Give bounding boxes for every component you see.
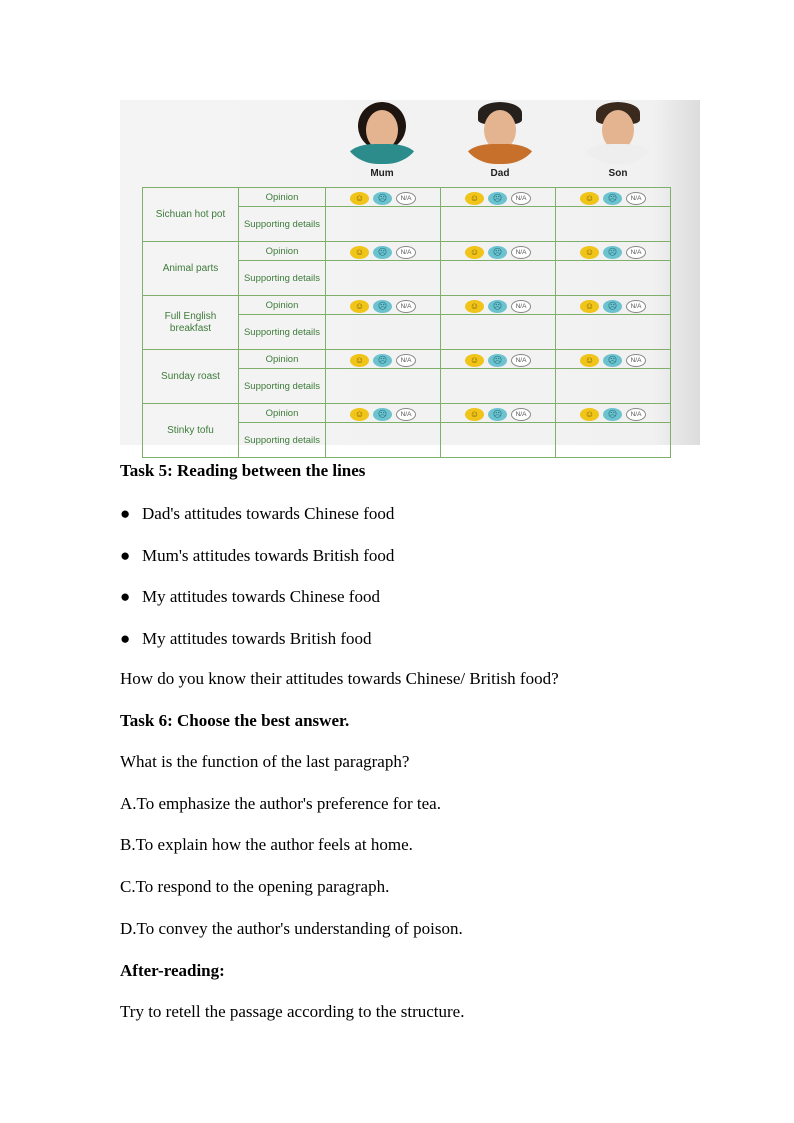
happy-face-icon[interactable]: ☺	[465, 300, 484, 313]
sad-face-icon[interactable]: ☹	[603, 408, 622, 421]
dad-portrait	[462, 102, 538, 164]
supporting-details-cell[interactable]	[326, 369, 441, 404]
happy-face-icon[interactable]: ☺	[580, 246, 599, 259]
supporting-details-cell[interactable]	[556, 369, 671, 404]
happy-face-icon[interactable]: ☺	[580, 354, 599, 367]
food-name: Stinky tofu	[143, 404, 239, 458]
after-reading-heading: After-reading:	[120, 961, 225, 980]
na-option-icon[interactable]: N/A	[511, 246, 531, 259]
opinion-faces	[580, 408, 646, 421]
bullet-item	[120, 587, 380, 607]
sad-face-icon[interactable]: ☹	[488, 354, 507, 367]
opinion-cell[interactable]	[556, 188, 671, 207]
na-option-icon[interactable]: N/A	[511, 300, 531, 313]
bullet-item	[120, 504, 394, 524]
task5-question: How do you know their attitudes towards Chinese/ British food?	[120, 669, 559, 688]
supporting-details-cell[interactable]	[556, 207, 671, 242]
sad-face-icon[interactable]: ☹	[488, 408, 507, 421]
supporting-label: Supporting details	[239, 315, 326, 350]
na-option-icon[interactable]: N/A	[626, 300, 646, 313]
opinion-faces	[465, 300, 531, 313]
opinion-row	[143, 350, 671, 369]
opinion-faces	[580, 192, 646, 205]
after-reading-text: Try to retell the passage according to the structure.	[120, 1002, 465, 1021]
opinion-cell[interactable]	[326, 404, 441, 423]
mum-portrait	[344, 102, 420, 164]
opinion-cell[interactable]	[556, 350, 671, 369]
opinion-cell[interactable]	[326, 296, 441, 315]
supporting-label: Supporting details	[239, 423, 326, 458]
na-option-icon[interactable]: N/A	[511, 408, 531, 421]
sad-face-icon[interactable]: ☹	[373, 354, 392, 367]
opinion-cell[interactable]	[326, 242, 441, 261]
opinion-label: Opinion	[239, 188, 326, 207]
opinion-faces	[350, 246, 416, 259]
supporting-details-cell[interactable]	[441, 423, 556, 458]
sad-face-icon[interactable]: ☹	[603, 354, 622, 367]
na-option-icon[interactable]: N/A	[396, 408, 416, 421]
bullet-icon: ●	[120, 587, 131, 606]
person-mum	[327, 102, 437, 179]
sad-face-icon[interactable]: ☹	[373, 408, 392, 421]
sad-face-icon[interactable]: ☹	[373, 246, 392, 259]
supporting-details-cell[interactable]	[441, 369, 556, 404]
sad-face-icon[interactable]: ☹	[603, 192, 622, 205]
happy-face-icon[interactable]: ☺	[350, 408, 369, 421]
sad-face-icon[interactable]: ☹	[373, 300, 392, 313]
happy-face-icon[interactable]: ☺	[580, 408, 599, 421]
supporting-details-cell[interactable]	[556, 315, 671, 350]
opinion-faces	[350, 354, 416, 367]
supporting-details-cell[interactable]	[441, 315, 556, 350]
opinion-cell[interactable]	[326, 188, 441, 207]
na-option-icon[interactable]: N/A	[626, 408, 646, 421]
option-a: A.To emphasize the author's preference for tea.	[120, 794, 441, 813]
person-name: Dad	[490, 168, 510, 179]
na-option-icon[interactable]: N/A	[626, 354, 646, 367]
happy-face-icon[interactable]: ☺	[350, 246, 369, 259]
happy-face-icon[interactable]: ☺	[465, 408, 484, 421]
opinion-faces	[350, 300, 416, 313]
bullet-item	[120, 629, 371, 649]
sad-face-icon[interactable]: ☹	[488, 246, 507, 259]
opinion-faces	[580, 354, 646, 367]
food-opinion-figure	[120, 100, 700, 445]
happy-face-icon[interactable]: ☺	[580, 300, 599, 313]
people-header	[120, 100, 700, 186]
opinion-label: Opinion	[239, 404, 326, 423]
sad-face-icon[interactable]: ☹	[488, 192, 507, 205]
supporting-details-cell[interactable]	[326, 261, 441, 296]
opinion-faces	[465, 246, 531, 259]
food-name: Sichuan hot pot	[143, 188, 239, 242]
opinion-faces	[465, 354, 531, 367]
supporting-details-cell[interactable]	[441, 207, 556, 242]
bullet-text: My attitudes towards British food	[142, 629, 372, 648]
person-name: Mum	[370, 168, 394, 179]
task6-question: What is the function of the last paragraph?	[120, 752, 410, 771]
na-option-icon[interactable]: N/A	[511, 354, 531, 367]
bullet-icon: ●	[120, 504, 131, 523]
opinion-cell[interactable]	[556, 242, 671, 261]
na-option-icon[interactable]: N/A	[396, 354, 416, 367]
bullet-text: Mum's attitudes towards British food	[142, 546, 395, 565]
na-option-icon[interactable]: N/A	[511, 192, 531, 205]
opinion-cell[interactable]	[441, 404, 556, 423]
opinion-cell[interactable]	[441, 350, 556, 369]
happy-face-icon[interactable]: ☺	[350, 192, 369, 205]
opinion-label: Opinion	[239, 296, 326, 315]
supporting-label: Supporting details	[239, 207, 326, 242]
bullet-item	[120, 546, 394, 566]
opinion-cell[interactable]	[326, 350, 441, 369]
supporting-details-cell[interactable]	[326, 315, 441, 350]
opinion-faces	[350, 192, 416, 205]
task6-heading: Task 6: Choose the best answer.	[120, 711, 350, 730]
bullet-text: My attitudes towards Chinese food	[142, 587, 380, 606]
na-option-icon[interactable]: N/A	[396, 300, 416, 313]
opinion-row	[143, 296, 671, 315]
person-son	[563, 102, 673, 179]
opinion-cell[interactable]	[556, 296, 671, 315]
bullet-icon: ●	[120, 629, 131, 648]
opinion-label: Opinion	[239, 350, 326, 369]
person-dad	[445, 102, 555, 179]
opinion-row	[143, 404, 671, 423]
na-option-icon[interactable]: N/A	[626, 246, 646, 259]
opinion-faces	[580, 300, 646, 313]
food-name: Animal parts	[143, 242, 239, 296]
na-option-icon[interactable]: N/A	[396, 246, 416, 259]
na-option-icon[interactable]: N/A	[626, 192, 646, 205]
food-name: Full English breakfast	[143, 296, 239, 350]
supporting-label: Supporting details	[239, 369, 326, 404]
option-d: D.To convey the author's understanding of poison.	[120, 919, 463, 938]
sad-face-icon[interactable]: ☹	[603, 246, 622, 259]
food-name: Sunday roast	[143, 350, 239, 404]
happy-face-icon[interactable]: ☺	[465, 354, 484, 367]
bullet-icon: ●	[120, 546, 131, 565]
opinion-faces	[350, 408, 416, 421]
sad-face-icon[interactable]: ☹	[373, 192, 392, 205]
happy-face-icon[interactable]: ☺	[350, 300, 369, 313]
sad-face-icon[interactable]: ☹	[603, 300, 622, 313]
opinion-row	[143, 242, 671, 261]
opinion-faces	[580, 246, 646, 259]
opinion-cell[interactable]	[556, 404, 671, 423]
option-c: C.To respond to the opening paragraph.	[120, 877, 390, 896]
task5-heading: Task 5: Reading between the lines	[120, 461, 366, 480]
na-option-icon[interactable]: N/A	[396, 192, 416, 205]
opinion-cell[interactable]	[441, 188, 556, 207]
opinion-row	[143, 188, 671, 207]
food-opinion-table	[142, 187, 671, 458]
opinion-cell[interactable]	[441, 296, 556, 315]
happy-face-icon[interactable]: ☺	[465, 192, 484, 205]
supporting-details-cell[interactable]	[556, 423, 671, 458]
supporting-details-cell[interactable]	[326, 207, 441, 242]
opinion-faces	[465, 408, 531, 421]
option-b: B.To explain how the author feels at home.	[120, 835, 413, 854]
happy-face-icon[interactable]: ☺	[580, 192, 599, 205]
opinion-faces	[465, 192, 531, 205]
bullet-text: Dad's attitudes towards Chinese food	[142, 504, 395, 523]
sad-face-icon[interactable]: ☹	[488, 300, 507, 313]
opinion-label: Opinion	[239, 242, 326, 261]
supporting-details-cell[interactable]	[441, 261, 556, 296]
happy-face-icon[interactable]: ☺	[465, 246, 484, 259]
supporting-details-cell[interactable]	[326, 423, 441, 458]
opinion-cell[interactable]	[441, 242, 556, 261]
happy-face-icon[interactable]: ☺	[350, 354, 369, 367]
son-portrait	[580, 102, 656, 164]
person-name: Son	[608, 168, 628, 179]
supporting-label: Supporting details	[239, 261, 326, 296]
supporting-details-cell[interactable]	[556, 261, 671, 296]
